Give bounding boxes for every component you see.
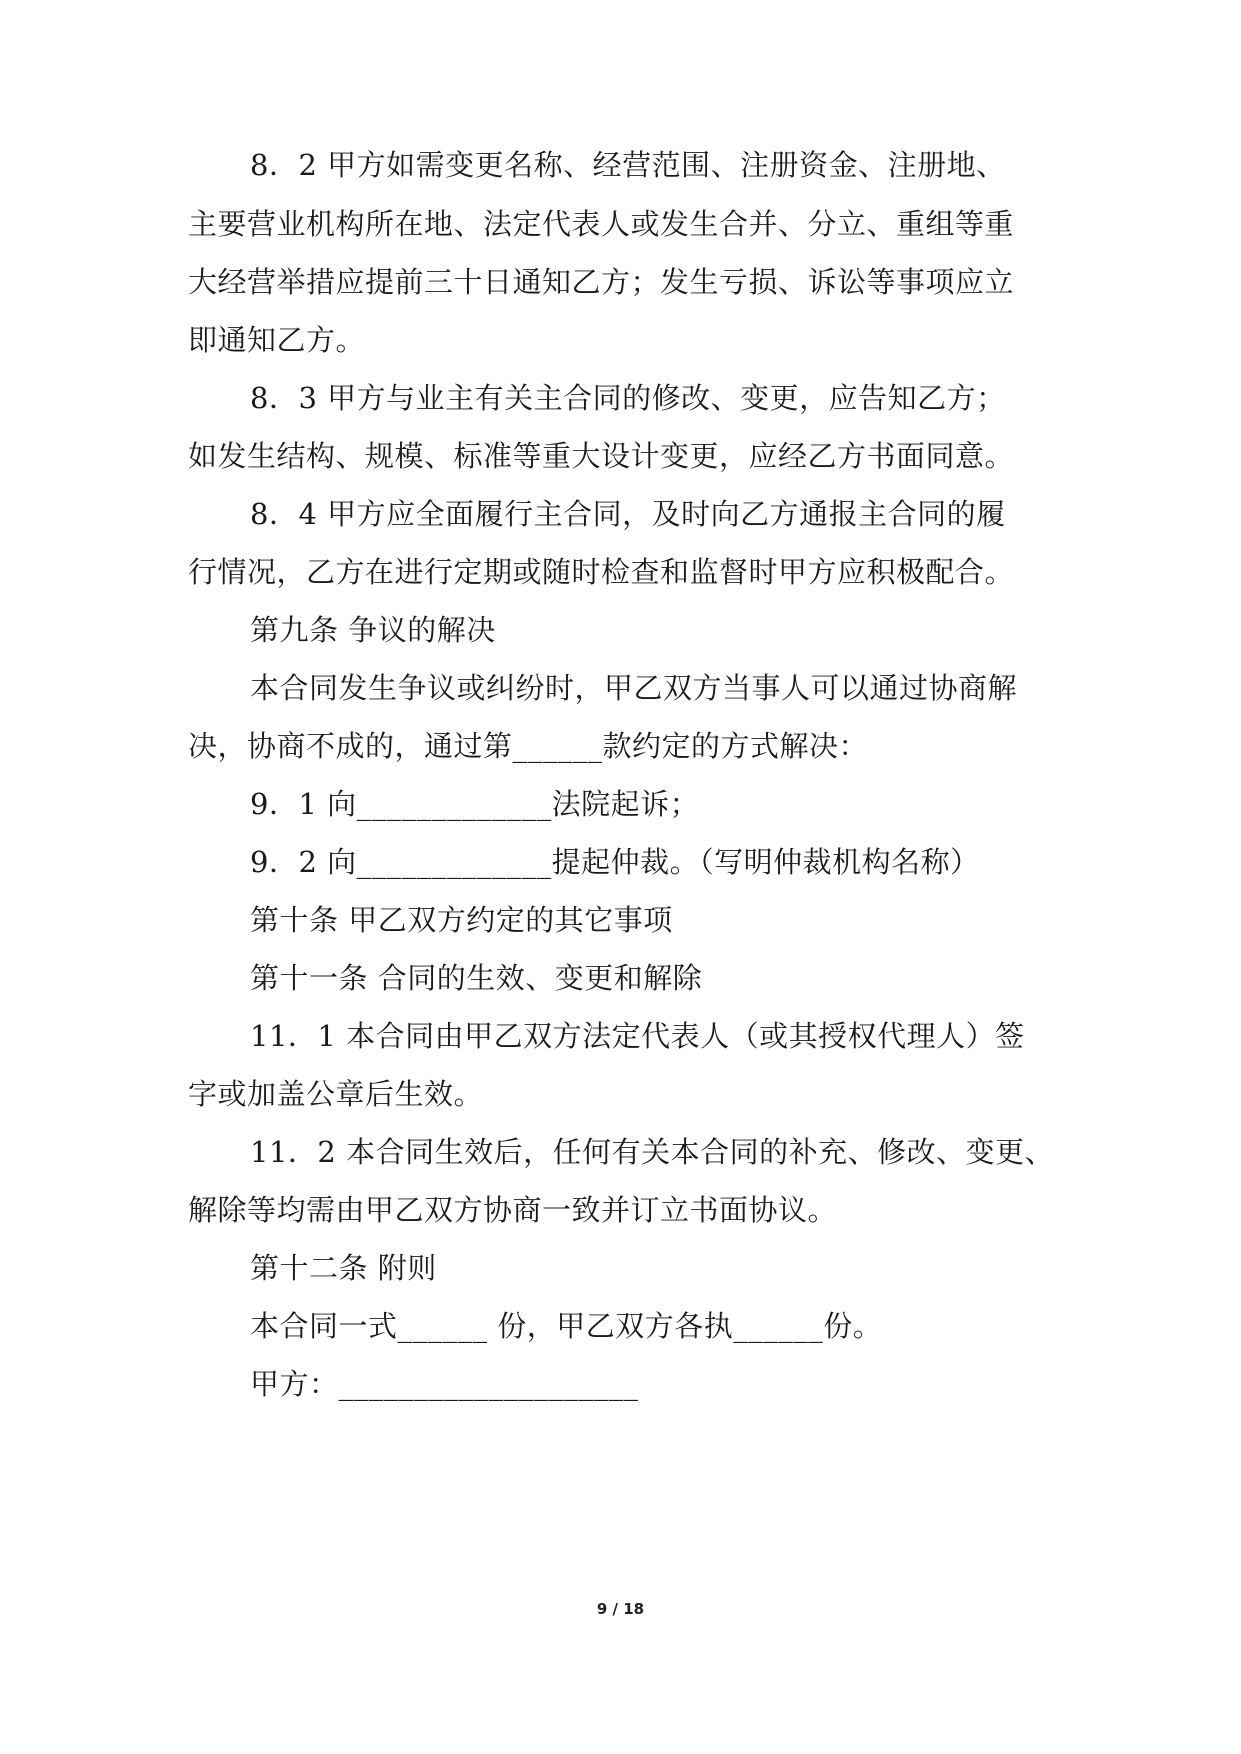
clause-8-2-line-3: 大经营举措应提前三十日通知乙方；发生亏损、诉讼等事项应立: [188, 265, 1015, 299]
article-9-body-line-2: 决，协商不成的，通过第______款约定的方式解决：: [188, 729, 869, 763]
clause-8-4-line-2: 行情况，乙方在进行定期或随时检查和监督时甲方应积极配合。: [188, 555, 1015, 589]
clause-11-2-line-2: 解除等均需由甲乙双方协商一致并订立书面协议。: [188, 1193, 838, 1227]
article-11-heading: 第十一条 合同的生效、变更和解除: [250, 961, 703, 995]
article-9-body-line-1: 本合同发生争议或纠纷时，甲乙双方当事人可以通过协商解: [250, 671, 1018, 705]
page-number: 9 / 18: [596, 1600, 645, 1618]
clause-8-2-line-2: 主要营业机构所在地、法定代表人或发生合并、分立、重组等重: [188, 207, 1015, 241]
clause-8-2-line-1: 8．2 甲方如需变更名称、经营范围、注册资金、注册地、: [250, 148, 1006, 182]
copies-clause: 本合同一式______ 份，甲乙双方各执______份。: [250, 1309, 883, 1343]
clause-8-2-line-4: 即通知乙方。: [188, 323, 366, 357]
clause-9-1: 9．1 向_____________法院起诉；: [250, 787, 700, 821]
clause-9-2: 9．2 向_____________提起仲裁。（写明仲裁机构名称）: [250, 845, 980, 879]
clause-11-1-line-1: 11．1 本合同由甲乙双方法定代表人（或其授权代理人）签: [250, 1019, 1025, 1053]
clause-11-2-line-1: 11．2 本合同生效后，任何有关本合同的补充、修改、变更、: [250, 1135, 1055, 1169]
article-9-heading: 第九条 争议的解决: [250, 613, 496, 647]
article-10-heading: 第十条 甲乙双方约定的其它事项: [250, 903, 673, 937]
clause-8-3-line-2: 如发生结构、规模、标准等重大设计变更，应经乙方书面同意。: [188, 439, 1015, 473]
party-a-signature-line: 甲方：____________________: [250, 1367, 639, 1401]
clause-11-1-line-2: 字或加盖公章后生效。: [188, 1077, 484, 1111]
article-12-heading: 第十二条 附则: [250, 1251, 437, 1285]
clause-8-3-line-1: 8．3 甲方与业主有关主合同的修改、变更，应告知乙方；: [250, 381, 1006, 415]
clause-8-4-line-1: 8．4 甲方应全面履行主合同，及时向乙方通报主合同的履: [250, 497, 1006, 531]
